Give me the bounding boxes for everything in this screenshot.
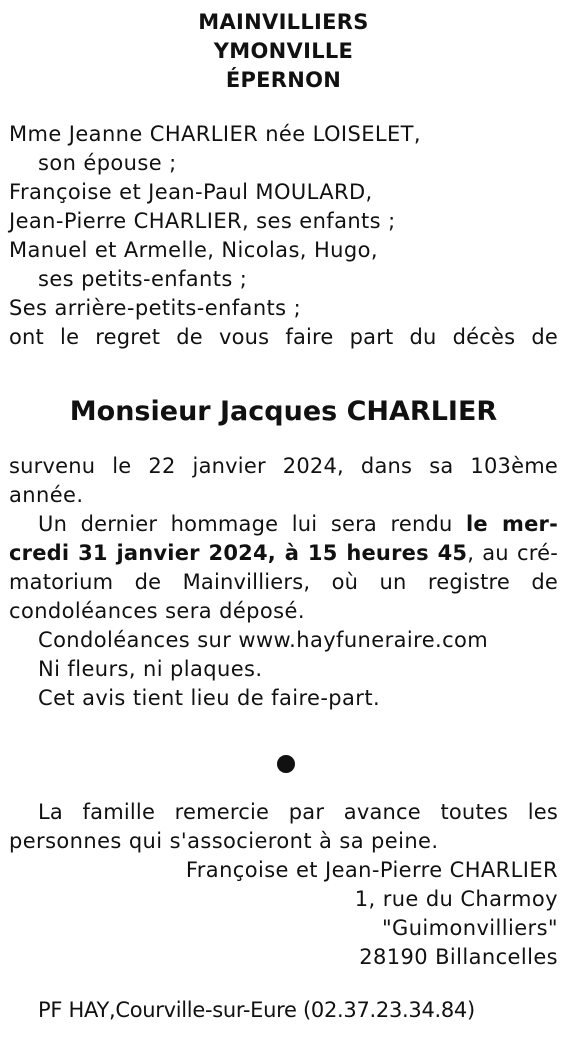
thanks-line: La famille remercie par avance toutes les bbox=[38, 800, 558, 824]
announcement-line: ont le regret de vous faire part du décès de bbox=[9, 325, 558, 349]
tribute-text: , au cré- bbox=[467, 541, 558, 565]
signature-line: 28190 Billancelles bbox=[359, 945, 558, 969]
condolences-website: Condoléances sur www.hayfuneraire.com bbox=[38, 628, 489, 652]
no-flowers-note: Ni fleurs, ni plaques. bbox=[38, 657, 263, 681]
location-name: YMONVILLE bbox=[213, 39, 354, 63]
tribute-date-start: le mer- bbox=[466, 512, 558, 536]
details-line: année. bbox=[9, 483, 84, 507]
family-line: Françoise et Jean-Paul MOULARD, bbox=[9, 180, 373, 204]
details-line: condoléances sera déposé. bbox=[9, 599, 305, 623]
tribute-line bbox=[38, 511, 558, 538]
family-line: ses petits-enfants ; bbox=[38, 267, 248, 291]
tribute-text: Un dernier hommage lui sera rendu bbox=[38, 512, 467, 536]
family-line: Manuel et Armelle, Nicolas, Hugo, bbox=[9, 238, 378, 262]
deceased-name: Monsieur Jacques CHARLIER bbox=[69, 396, 498, 427]
family-line: son épouse ; bbox=[38, 151, 177, 175]
details-line: survenu le 22 janvier 2024, dans sa 103ème bbox=[9, 454, 558, 478]
family-line: Ses arrière-petits-enfants ; bbox=[9, 296, 302, 320]
family-line: Mme Jeanne CHARLIER née LOISELET, bbox=[9, 122, 421, 146]
notice-statement: Cet avis tient lieu de faire-part. bbox=[38, 686, 381, 710]
signature-line: Françoise et Jean-Pierre CHARLIER bbox=[185, 858, 558, 882]
tribute-date: credi 31 janvier 2024, à 15 heures 45 bbox=[9, 541, 468, 565]
funeral-home-footer: PF HAY,Courville-sur-Eure (02.37.23.34.84) bbox=[38, 998, 475, 1022]
details-line: matorium de Mainvilliers, où un registre de bbox=[9, 570, 558, 594]
locations-header bbox=[0, 8, 567, 95]
location-name: ÉPERNON bbox=[225, 68, 342, 92]
thanks-line: personnes qui s'associeront à sa peine. bbox=[9, 829, 439, 853]
signature-line: 1, rue du Charmoy bbox=[354, 887, 558, 911]
signature-line: "Guimonvilliers" bbox=[381, 916, 558, 940]
location-name: MAINVILLIERS bbox=[198, 10, 369, 34]
tribute-line bbox=[9, 540, 558, 567]
family-line: Jean-Pierre CHARLIER, ses enfants ; bbox=[9, 209, 396, 233]
bullet-separator bbox=[277, 755, 295, 773]
